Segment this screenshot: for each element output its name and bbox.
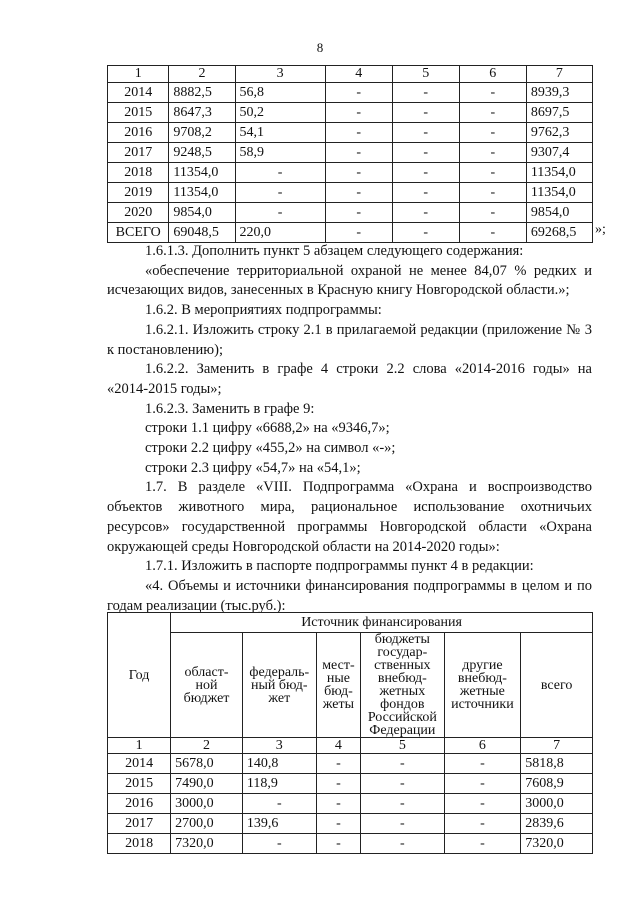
col-number: 2 [169, 66, 235, 83]
cell: 2700,0 [171, 814, 243, 834]
table-header-row [108, 633, 593, 738]
cell: - [392, 203, 459, 223]
table-row [108, 183, 593, 203]
cell: - [392, 183, 459, 203]
paragraph: 1.6.2.3. Заменить в графе 9: [145, 400, 315, 417]
cell: - [316, 774, 360, 794]
col-header: област-ной бюджет [171, 633, 243, 738]
cell: - [361, 754, 445, 774]
col-header: всего [521, 633, 593, 738]
cell: 220,0 [235, 223, 325, 243]
cell: 8882,5 [169, 83, 235, 103]
col-number: 7 [526, 66, 592, 83]
cell: 9854,0 [526, 203, 592, 223]
table-row [108, 814, 593, 834]
table-row [108, 83, 593, 103]
cell: - [235, 183, 325, 203]
table-header-row [108, 613, 593, 633]
cell: 2018 [108, 834, 171, 854]
funding-sources-table [107, 612, 593, 854]
cell: 2015 [108, 103, 169, 123]
cell: - [459, 163, 526, 183]
col-number: 1 [108, 66, 169, 83]
cell: - [325, 103, 392, 123]
cell: - [316, 754, 360, 774]
cell: 140,8 [242, 754, 316, 774]
cell: - [316, 814, 360, 834]
col-number: 5 [361, 738, 445, 754]
cell: - [242, 794, 316, 814]
cell: 11354,0 [169, 183, 235, 203]
paragraph: «обеспечение территориальной охраной не менее 84,07 % редких и исчезающих видов, занесенных в Красную книгу Новгородской области.»; [107, 262, 592, 299]
paragraph: 1.6.2. В мероприятиях подпрограммы: [145, 302, 382, 319]
cell: - [325, 223, 392, 243]
cell: 7320,0 [171, 834, 243, 854]
page-number: 8 [316, 40, 324, 55]
cell: 11354,0 [169, 163, 235, 183]
cell: - [459, 83, 526, 103]
cell: - [459, 223, 526, 243]
cell: - [392, 83, 459, 103]
cell: 3000,0 [171, 794, 243, 814]
col-number: 4 [316, 738, 360, 754]
cell: 69048,5 [169, 223, 235, 243]
cell: 2015 [108, 774, 171, 794]
paragraph: строки 2.2 цифру «455,2» на символ «-»; [145, 440, 396, 457]
col-number: 6 [444, 738, 521, 754]
table-row [108, 143, 593, 163]
funding-table-continued [107, 65, 593, 243]
cell: - [235, 203, 325, 223]
col-number: 7 [521, 738, 593, 754]
paragraph: строки 1.1 цифру «6688,2» на «9346,7»; [145, 420, 390, 437]
table-row [108, 774, 593, 794]
table-row [108, 794, 593, 814]
col-number: 2 [171, 738, 243, 754]
cell: - [325, 83, 392, 103]
col-header-year: Год [108, 613, 171, 738]
cell: 8697,5 [526, 103, 592, 123]
cell: - [325, 123, 392, 143]
table-row [108, 163, 593, 183]
cell: - [444, 814, 521, 834]
col-number: 3 [242, 738, 316, 754]
col-number: 1 [108, 738, 171, 754]
cell: - [361, 794, 445, 814]
paragraph: 1.6.1.3. Дополнить пункт 5 абзацем следующего содержания: [145, 243, 524, 259]
body-text [107, 242, 592, 616]
cell: - [242, 834, 316, 854]
cell: - [459, 143, 526, 163]
col-number: 3 [235, 66, 325, 83]
paragraph: «4. Объемы и источники финансирования подпрограммы в целом и по годам реализации (тыс.руб.): [107, 577, 592, 614]
cell: - [325, 163, 392, 183]
paragraph: строки 2.3 цифру «54,7» на «54,1»; [145, 459, 361, 476]
cell: - [459, 103, 526, 123]
cell: - [325, 143, 392, 163]
col-number: 5 [392, 66, 459, 83]
table-closing-mark: »; [595, 222, 606, 237]
cell: - [392, 103, 459, 123]
cell: 69268,5 [526, 223, 592, 243]
cell: 2020 [108, 203, 169, 223]
paragraph: 1.7.1. Изложить в паспорте подпрограммы пункт 4 в редакции: [145, 558, 534, 575]
table-row [108, 834, 593, 854]
cell: 5678,0 [171, 754, 243, 774]
cell: ВСЕГО [108, 223, 169, 243]
cell: 54,1 [235, 123, 325, 143]
cell: 9854,0 [169, 203, 235, 223]
cell: 2017 [108, 814, 171, 834]
cell: - [325, 203, 392, 223]
cell: 2014 [108, 83, 169, 103]
col-header: мест-ные бюд-жеты [316, 633, 360, 738]
cell: - [392, 123, 459, 143]
paragraph: 1.7. В разделе «VIII. Подпрограмма «Охрана и воспроизводство объектов животного мира, рациональное использование охотничьих ресурсов» государственной программы Новгородской области «Охрана окружающей среды Новгородской области на 2014-2020 годы»: [107, 479, 592, 555]
cell: - [459, 183, 526, 203]
cell: 7320,0 [521, 834, 593, 854]
cell: - [444, 754, 521, 774]
cell: 2014 [108, 754, 171, 774]
cell: 2018 [108, 163, 169, 183]
cell: 2839,6 [521, 814, 593, 834]
table-row [108, 203, 593, 223]
cell: - [316, 834, 360, 854]
cell: - [392, 223, 459, 243]
cell: 3000,0 [521, 794, 593, 814]
cell: 7490,0 [171, 774, 243, 794]
cell: 11354,0 [526, 183, 592, 203]
col-number: 4 [325, 66, 392, 83]
table-total-row [108, 223, 593, 243]
cell: - [459, 123, 526, 143]
cell: 9762,3 [526, 123, 592, 143]
cell: 7608,9 [521, 774, 593, 794]
cell: 56,8 [235, 83, 325, 103]
col-header: бюджеты государ-ственных внебюд-жетных фондов Российской Федерации [361, 633, 445, 738]
cell: 8939,3 [526, 83, 592, 103]
cell: 2016 [108, 123, 169, 143]
cell: 139,6 [242, 814, 316, 834]
paragraph: 1.6.2.1. Изложить строку 2.1 в прилагаемой редакции (приложение № 3 к постановлению); [107, 321, 592, 358]
cell: - [392, 163, 459, 183]
cell: - [444, 794, 521, 814]
table-row [108, 103, 593, 123]
cell: 5818,8 [521, 754, 593, 774]
cell: - [235, 163, 325, 183]
cell: 2019 [108, 183, 169, 203]
col-number: 6 [459, 66, 526, 83]
cell: 2017 [108, 143, 169, 163]
cell: 9307,4 [526, 143, 592, 163]
cell: 2016 [108, 794, 171, 814]
cell: - [361, 774, 445, 794]
cell: - [392, 143, 459, 163]
cell: 118,9 [242, 774, 316, 794]
cell: - [459, 203, 526, 223]
cell: 50,2 [235, 103, 325, 123]
table-header-row [108, 738, 593, 754]
cell: - [325, 183, 392, 203]
cell: 58,9 [235, 143, 325, 163]
col-header: другие внебюд-жетные источники [444, 633, 521, 738]
cell: - [361, 814, 445, 834]
cell: 9248,5 [169, 143, 235, 163]
cell: - [444, 834, 521, 854]
table-row [108, 754, 593, 774]
table-header-row [108, 66, 593, 83]
paragraph: 1.6.2.2. Заменить в графе 4 строки 2.2 слова «2014-2016 годы» на «2014-2015 годы»; [107, 361, 592, 397]
cell: 9708,2 [169, 123, 235, 143]
cell: 8647,3 [169, 103, 235, 123]
col-header: федераль-ный бюд-жет [242, 633, 316, 738]
col-group-header: Источник финансирования [171, 613, 593, 633]
table-row [108, 123, 593, 143]
cell: - [316, 794, 360, 814]
cell: 11354,0 [526, 163, 592, 183]
cell: - [444, 774, 521, 794]
cell: - [361, 834, 445, 854]
